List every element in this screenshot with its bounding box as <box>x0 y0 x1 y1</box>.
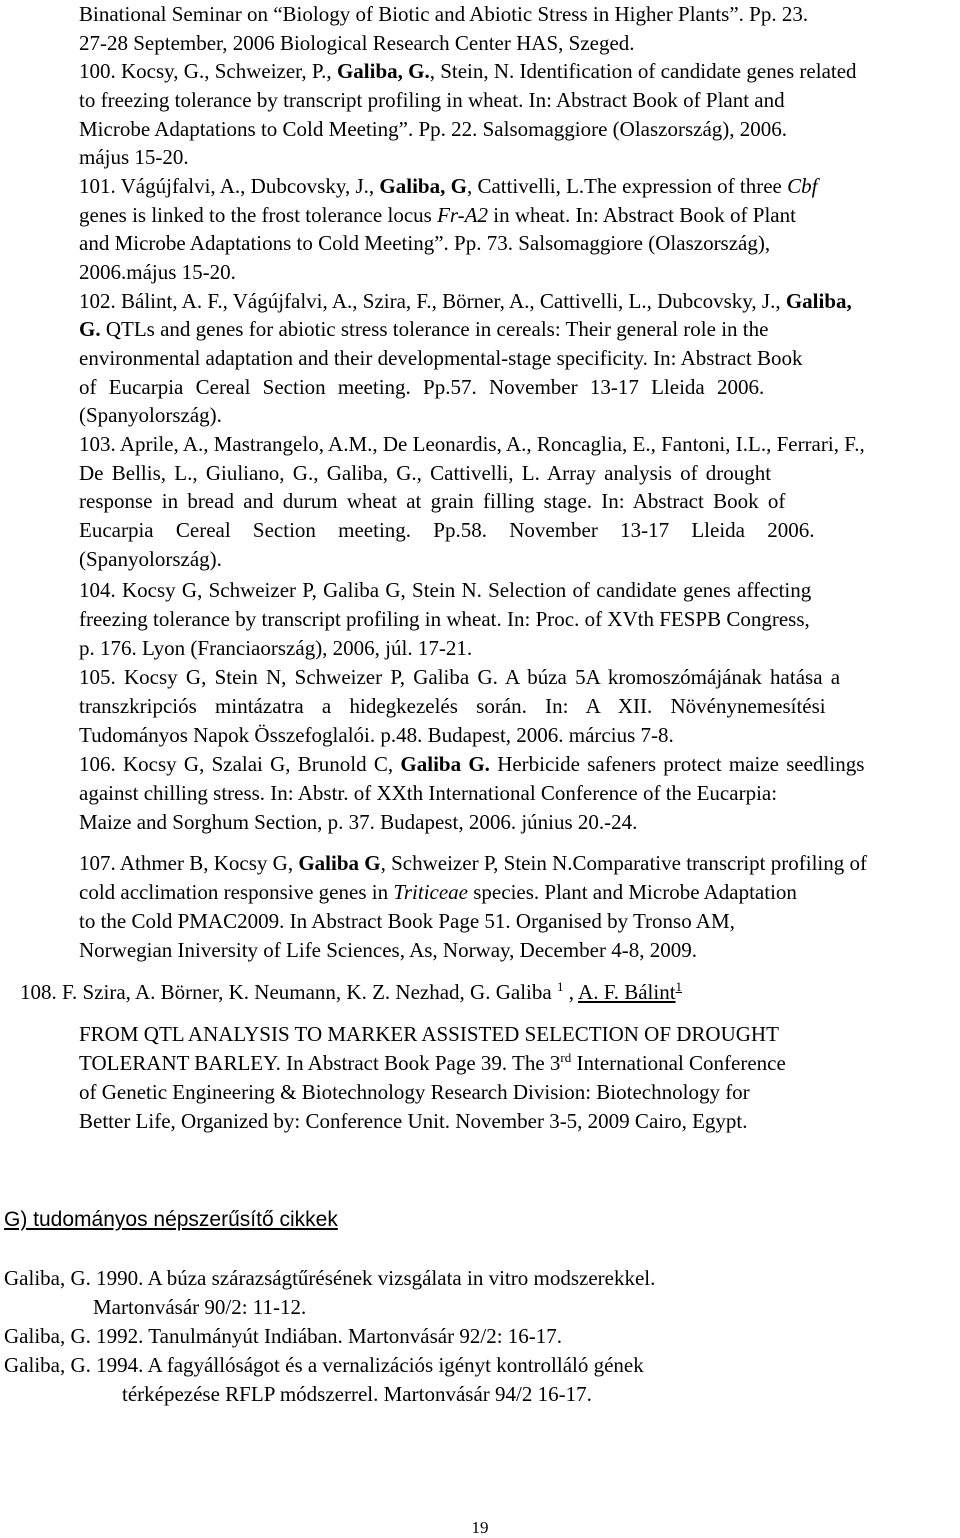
ref-101: 101. Vágújfalvi, A., Dubcovsky, J., Galiba, G, Cattivelli, L.The expression of three Cbf <box>79 174 818 198</box>
ref-106-line-2: against chilling stress. In: Abstr. of XXth International Conference of the Eucarpia: <box>79 781 778 805</box>
ref-104-line-2: freezing tolerance by transcript profiling in wheat. In: Proc. of XVth FESPB Congress, <box>79 607 810 631</box>
popular-article-1994-line-2: térképezése RFLP módszerrel. Martonvásár 94/2 16-17. <box>122 1382 592 1406</box>
ref-105-line-3: Tudományos Napok Összefoglalói. p.48. Budapest, 2006. március 7-8. <box>79 723 674 747</box>
popular-article-1990: Galiba, G. 1990. A búza szárazságtűrésének vizsgálata in vitro modszerekkel. <box>4 1266 656 1290</box>
ref-108-line-4: of Genetic Engineering & Biotechnology Research Division: Biotechnology for <box>79 1080 750 1104</box>
ref-105: 105. Kocsy G, Stein N, Schweizer P, Galiba G. A búza 5A kromoszómájának hatása a <box>79 665 841 689</box>
popular-article-1992: Galiba, G. 1992. Tanulmányút Indiában. Martonvásár 92/2: 16-17. <box>4 1324 563 1348</box>
section-heading: G) tudományos népszerűsítő cikkek <box>4 1208 338 1231</box>
ref-101-line-4: 2006.május 15-20. <box>79 260 236 284</box>
ref-106: 106. Kocsy G, Szalai G, Brunold C, Galiba G. Herbicide safeners protect maize seedlings <box>79 752 865 776</box>
ref-105-line-2: transzkripciós mintázatra a hidegkezelés során. In: A XII. Növénynemesítési <box>79 694 826 718</box>
ref-104-line-3: p. 176. Lyon (Franciaország), 2006, júl. 17-21. <box>79 636 473 660</box>
ref-103-line-5: (Spanyolország). <box>79 547 222 571</box>
ref-100-line-2: to freezing tolerance by transcript profiling in wheat. In: Abstract Book of Plant and <box>79 88 785 112</box>
ref-108-line-3: TOLERANT BARLEY. In Abstract Book Page 39. The 3rd International Conference <box>79 1050 786 1075</box>
ref-102: 102. Bálint, A. F., Vágújfalvi, A., Szira, F., Börner, A., Cattivelli, L., Dubcovsky, J., Galiba, <box>79 289 852 313</box>
ref-100-line-4: május 15-20. <box>79 145 189 169</box>
popular-article-1990-line-2: Martonvásár 90/2: 11-12. <box>93 1295 307 1319</box>
ref-continuation-line-1: Binational Seminar on “Biology of Biotic and Abiotic Stress in Higher Plants”. Pp. 23. <box>79 2 809 26</box>
ref-continuation-line-2: 27-28 September, 2006 Biological Research Center HAS, Szeged. <box>79 31 635 55</box>
ref-107-line-2: cold acclimation responsive genes in Triticeae species. Plant and Microbe Adaptation <box>79 880 797 904</box>
ref-103-line-4: Eucarpia Cereal Section meeting. Pp.58. November 13-17 Lleida 2006. <box>79 518 815 542</box>
ref-102-line-2: G. QTLs and genes for abiotic stress tolerance in cereals: Their general role in the <box>79 317 769 341</box>
ref-108-line-2: FROM QTL ANALYSIS TO MARKER ASSISTED SELECTION OF DROUGHT <box>79 1022 779 1046</box>
popular-article-1994: Galiba, G. 1994. A fagyállóságot és a vernalizációs igényt kontrolláló gének <box>4 1353 644 1377</box>
ref-108-line-5: Better Life, Organized by: Conference Unit. November 3-5, 2009 Cairo, Egypt. <box>79 1109 748 1133</box>
ref-107: 107. Athmer B, Kocsy G, Galiba G, Schweizer P, Stein N.Comparative transcript profiling of <box>79 851 868 875</box>
ref-102-line-3: environmental adaptation and their developmental-stage specificity. In: Abstract Book <box>79 346 803 370</box>
page-number: 19 <box>471 1518 489 1537</box>
ref-100: 100. Kocsy, G., Schweizer, P., Galiba, G., Stein, N. Identification of candidate genes related <box>79 59 857 83</box>
ref-101-line-3: and Microbe Adaptations to Cold Meeting”. Pp. 73. Salsomaggiore (Olaszország), <box>79 231 771 255</box>
ref-104: 104. Kocsy G, Schweizer P, Galiba G, Stein N. Selection of candidate genes affecting <box>79 578 812 602</box>
ref-107-line-4: Norwegian Iniversity of Life Sciences, As, Norway, December 4-8, 2009. <box>79 938 697 962</box>
ref-107-line-3: to the Cold PMAC2009. In Abstract Book Page 51. Organised by Tronso AM, <box>79 909 735 933</box>
ref-100-line-3: Microbe Adaptations to Cold Meeting”. Pp. 22. Salsomaggiore (Olaszország), 2006. <box>79 117 788 141</box>
ref-108: 108. F. Szira, A. Börner, K. Neumann, K. Z. Nezhad, G. Galiba $^1$ , A. F. Bálint$^1$ <box>20 979 683 1004</box>
ref-103-line-2: De Bellis, L., Giuliano, G., Galiba, G., Cattivelli, L. Array analysis of drought <box>79 461 772 485</box>
ref-101-line-2: genes is linked to the frost tolerance locus Fr-A2 in wheat. In: Abstract Book of Plant <box>79 203 796 227</box>
ref-103-line-3: response in bread and durum wheat at grain filling stage. In: Abstract Book of <box>79 489 786 513</box>
ref-106-line-3: Maize and Sorghum Section, p. 37. Budapest, 2006. június 20.-24. <box>79 810 638 834</box>
ref-102-line-4: of Eucarpia Cereal Section meeting. Pp.57. November 13-17 Lleida 2006. <box>79 375 765 399</box>
ref-103: 103. Aprile, A., Mastrangelo, A.M., De Leonardis, A., Roncaglia, E., Fantoni, I.L., Ferrari, F., <box>79 432 865 456</box>
ref-102-line-5: (Spanyolország). <box>79 403 222 427</box>
